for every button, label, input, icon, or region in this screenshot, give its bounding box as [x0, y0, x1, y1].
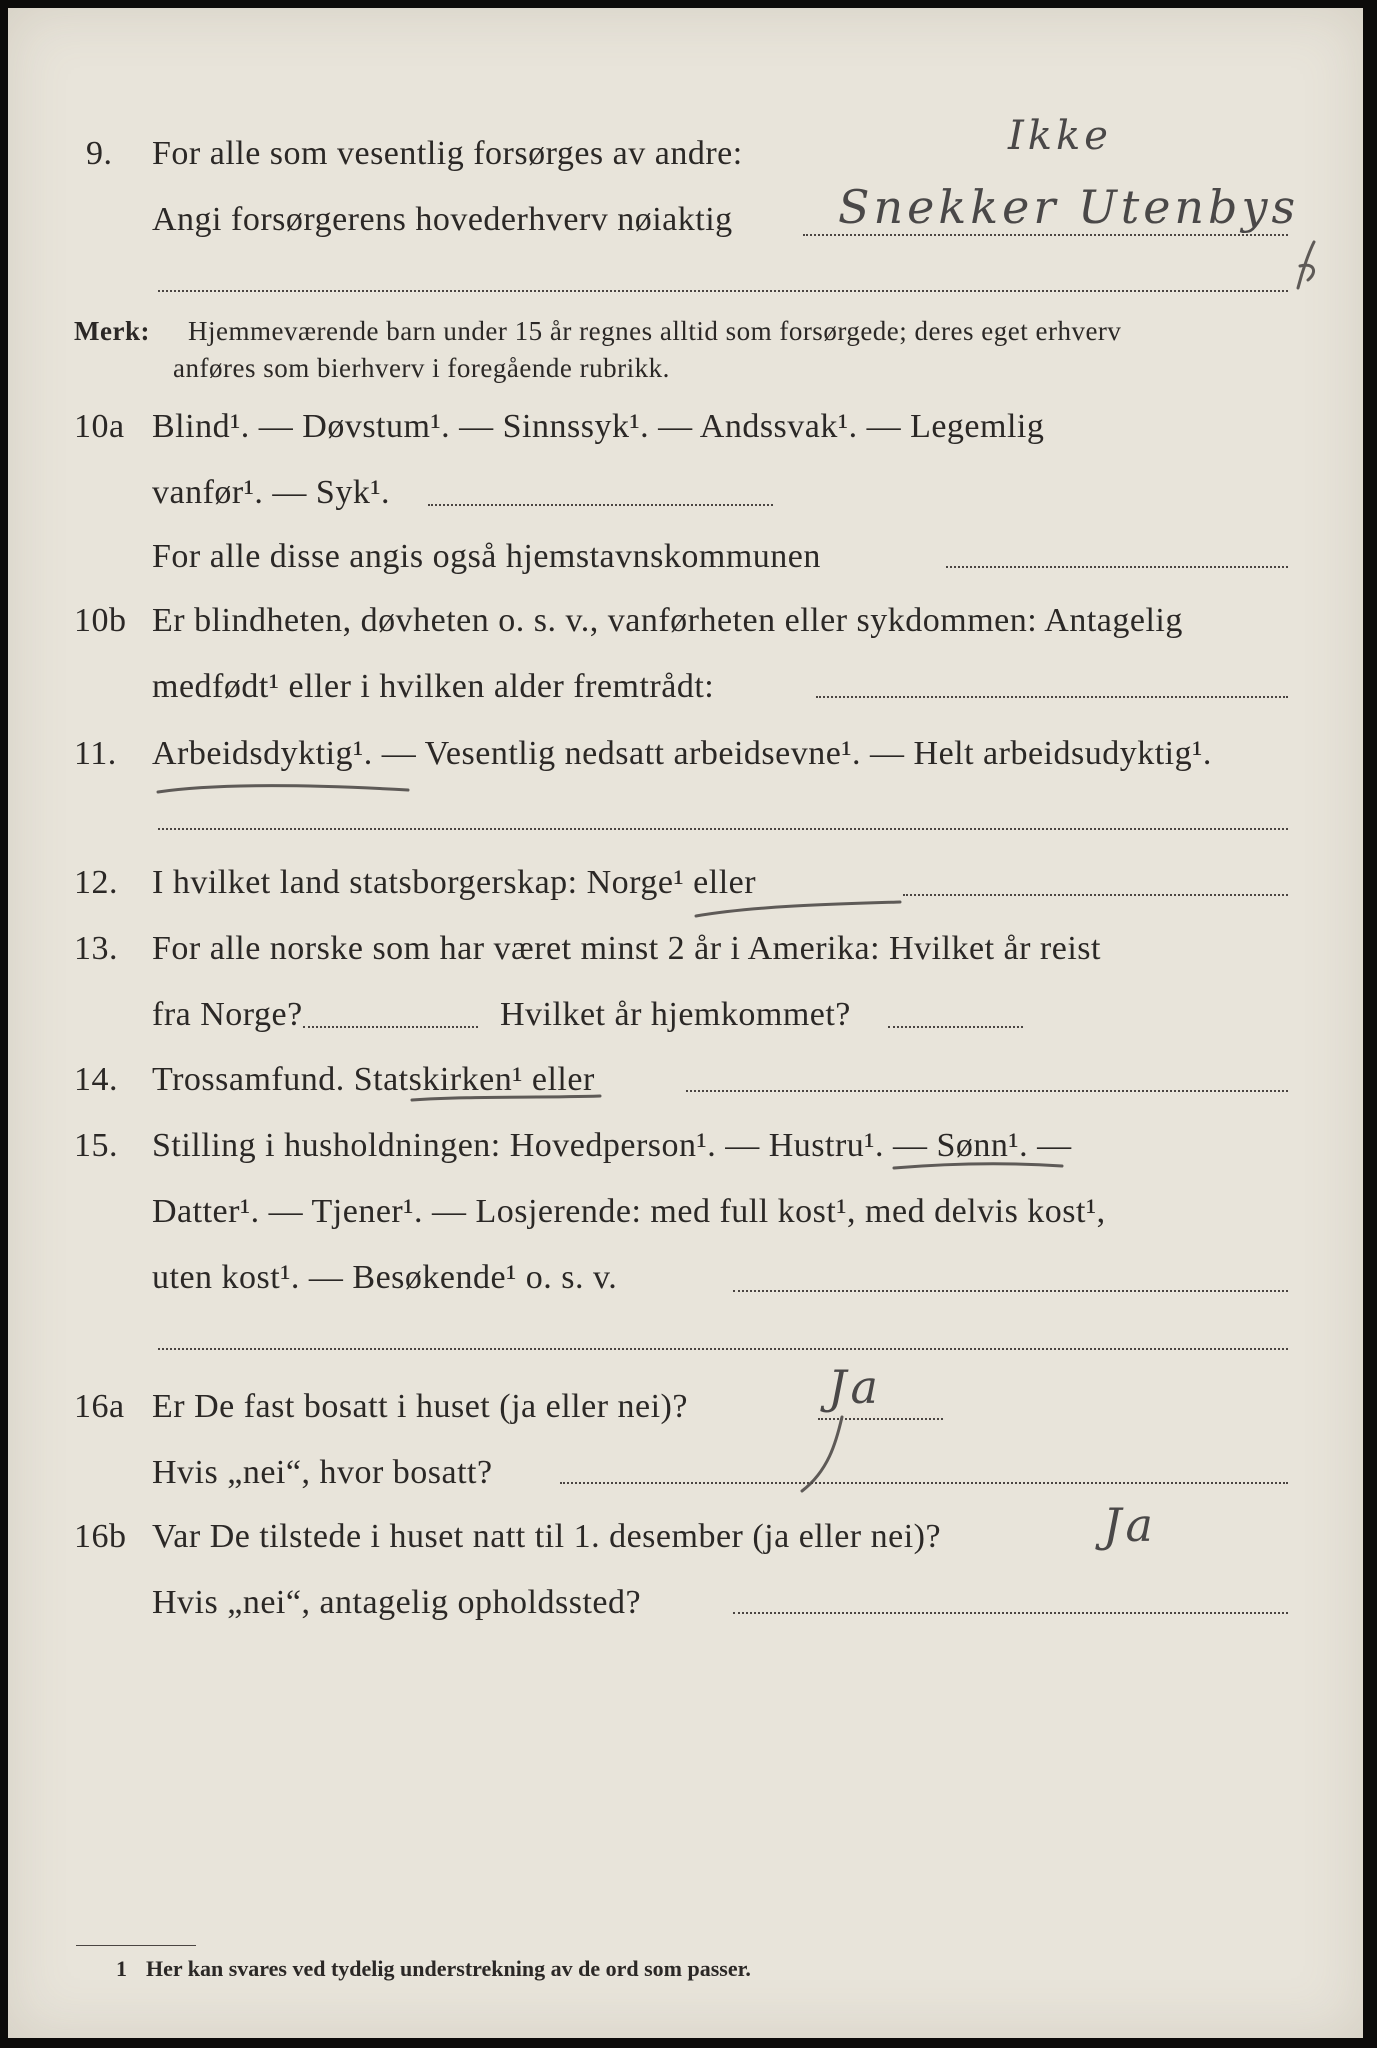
q10b-number: 10b — [74, 602, 127, 639]
footnote-rule — [76, 1945, 196, 1946]
q15-number: 15. — [74, 1127, 118, 1164]
q10a-answer-line-1 — [428, 504, 773, 506]
q16a-line1: Er De fast bosatt i huset (ja eller nei)? — [152, 1388, 688, 1425]
q15-line3: uten kost¹. — Besøkende¹ o. s. v. — [152, 1259, 618, 1296]
merk-label: Merk: — [74, 316, 150, 346]
q16a-answer-line-2 — [560, 1482, 1288, 1484]
q13-line2b: Hvilket år hjemkommet? — [500, 996, 851, 1033]
q10b-line2: medfødt¹ eller i hvilken alder fremtrådt: — [152, 668, 715, 705]
q16b-line2: Hvis „nei“, antagelig opholdssted? — [152, 1584, 642, 1621]
q11-handwritten-underline — [156, 780, 416, 800]
q11-answer-line — [158, 828, 1288, 830]
q10a-line3: For alle disse angis også hjemstavnskommunen — [152, 538, 821, 575]
census-form-page — [8, 8, 1363, 2038]
q16b-answer-line — [733, 1612, 1288, 1614]
q16b-number: 16b — [74, 1518, 127, 1555]
footnote-mark: 1 — [116, 1956, 127, 1981]
q10b-answer-line — [816, 696, 1288, 698]
q15-answer-line-2 — [158, 1348, 1288, 1350]
q15-line2: Datter¹. — Tjener¹. — Losjerende: med full kost¹, med delvis kost¹, — [152, 1193, 1106, 1230]
q12-answer-line — [903, 894, 1288, 896]
q9-handwritten-answer-2: Snekker Utenbys — [838, 180, 1300, 234]
q13-line1: For alle norske som har været minst 2 år i Amerika: Hvilket år reist — [152, 930, 1101, 967]
q10a-number: 10a — [74, 408, 125, 445]
q9-line2: Angi forsørgerens hovederhverv nøiaktig — [152, 201, 733, 238]
q13-line2a: fra Norge? — [152, 996, 303, 1033]
q16a-handwritten-answer: Ja — [828, 1360, 882, 1414]
q11-number: 11. — [74, 735, 117, 772]
merk-line1: Hjemmeværende barn under 15 år regnes alltid som forsørgede; deres eget erhverv — [188, 316, 1122, 346]
q15-handwritten-underline — [892, 1158, 1067, 1178]
q13-number: 13. — [74, 930, 118, 967]
q16a-number: 16a — [74, 1388, 125, 1425]
q9-answer-line-2 — [158, 290, 1288, 292]
q15-line1: Stilling i husholdningen: Hovedperson¹. — Hustru¹. — Sønn¹. — — [152, 1127, 1072, 1164]
q14-answer-line — [686, 1090, 1288, 1092]
merk-line2: anføres som bierhverv i foregående rubrikk. — [173, 353, 670, 383]
q16a-line2: Hvis „nei“, hvor bosatt? — [152, 1454, 493, 1491]
q9-answer-line-1 — [803, 234, 1288, 236]
q15-answer-line-1 — [733, 1290, 1288, 1292]
q13-answer-line-1 — [303, 1026, 478, 1028]
q12-number: 12. — [74, 864, 118, 901]
q16b-handwritten-answer: Ja — [1103, 1498, 1157, 1552]
q14-handwritten-underline — [410, 1090, 605, 1110]
handwritten-stroke — [798, 1413, 858, 1498]
q9-number: 9. — [86, 135, 113, 172]
q11-line1: Arbeidsdyktig¹. — Vesentlig nedsatt arbeidsevne¹. — Helt arbeidsudyktig¹. — [152, 735, 1212, 772]
q10a-line1: Blind¹. — Døvstum¹. — Sinnssyk¹. — Andssvak¹. — Legemlig — [152, 408, 1045, 445]
q10a-line2: vanfør¹. — Syk¹. — [152, 474, 391, 511]
q10a-answer-line-2 — [946, 566, 1288, 568]
q12-line1: I hvilket land statsborgerskap: Norge¹ eller — [152, 864, 757, 901]
q14-line1: Trossamfund. Statskirken¹ eller — [152, 1061, 595, 1098]
q9-line1: For alle som vesentlig forsørges av andre: — [152, 135, 743, 172]
footnote-text: Her kan svares ved tydelig understrekning av de ord som passer. — [146, 1956, 751, 1981]
q12-handwritten-underline — [694, 896, 904, 924]
q16b-line1: Var De tilstede i huset natt til 1. desember (ja eller nei)? — [152, 1518, 942, 1555]
handwritten-mark — [1278, 238, 1338, 298]
q14-number: 14. — [74, 1061, 118, 1098]
q13-answer-line-2 — [888, 1026, 1023, 1028]
q9-handwritten-answer-1: Ikke — [1008, 113, 1112, 159]
q10b-line1: Er blindheten, døvheten o. s. v., vanførheten eller sykdommen: Antagelig — [152, 602, 1183, 639]
